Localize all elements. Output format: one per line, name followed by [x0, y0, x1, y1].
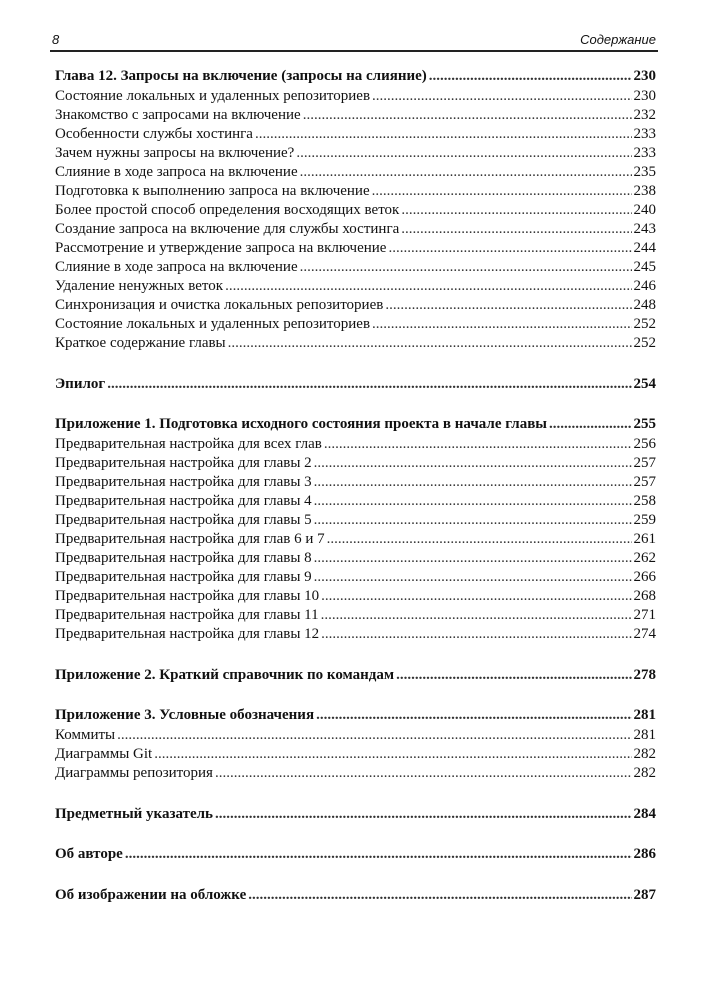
toc-heading-entry[interactable]	[55, 374, 656, 394]
dot-leader	[303, 106, 632, 125]
toc-page-number: 261	[633, 531, 656, 547]
toc-heading-title: Приложение 3. Условные обозначения	[55, 707, 315, 723]
dot-leader	[314, 454, 632, 473]
toc-heading-title: Эпилог	[55, 375, 106, 392]
toc-section	[55, 665, 656, 685]
toc-heading-entry[interactable]	[55, 804, 656, 824]
running-header	[50, 30, 658, 52]
toc-section	[55, 374, 656, 394]
dot-leader	[107, 374, 631, 394]
dot-leader	[321, 606, 632, 625]
toc-section	[55, 885, 656, 905]
toc-entry[interactable]	[55, 606, 656, 625]
dot-leader	[316, 705, 631, 725]
toc-entry-title: Слияние в ходе запроса на включение	[55, 259, 298, 275]
toc-page-number: 262	[633, 550, 656, 566]
toc-entry-title: Предварительная настройка для главы 3	[55, 474, 312, 490]
dot-leader	[125, 844, 632, 864]
dot-leader	[154, 745, 631, 764]
toc-page-number: 230	[633, 68, 656, 84]
dot-leader	[314, 511, 632, 530]
dot-leader	[255, 125, 632, 144]
toc-entry[interactable]	[55, 258, 656, 277]
toc-entry[interactable]	[55, 220, 656, 239]
toc-entry[interactable]	[55, 454, 656, 473]
toc-entry-title: Синхронизация и очистка локальных репозиториев	[55, 297, 384, 313]
toc-entry-title: Диаграммы репозитория	[55, 765, 213, 781]
toc-entry[interactable]	[55, 726, 656, 745]
toc-entry-title: Слияние в ходе запроса на включение	[55, 164, 298, 180]
toc-entry-title: Знакомство с запросами на включение	[55, 107, 301, 123]
toc-entry-title: Состояние локальных и удаленных репозиториев	[55, 88, 371, 104]
toc-heading-title: Приложение 1. Подготовка исходного состояния проекта в начале главы	[55, 416, 548, 432]
toc-entry-title: Зачем нужны запросы на включение?	[55, 145, 295, 161]
dot-leader	[296, 144, 631, 163]
toc-page-number: 274	[633, 626, 656, 642]
toc-section	[55, 414, 656, 644]
toc-page-number: 259	[633, 512, 656, 528]
dot-leader	[225, 277, 631, 296]
toc-entry-title: Краткое содержание главы	[55, 335, 226, 351]
dot-leader	[314, 473, 632, 492]
toc-page-number: 257	[633, 474, 656, 490]
table-of-contents	[55, 66, 656, 906]
toc-entry-title: Диаграммы Git	[55, 746, 153, 762]
toc-page-number: 246	[633, 278, 656, 294]
toc-page-number: 235	[633, 164, 656, 180]
dot-leader	[429, 66, 632, 86]
toc-entry-title: Более простой способ определения восходящих веток	[55, 202, 400, 218]
dot-leader	[215, 804, 632, 824]
toc-page-number: 240	[633, 202, 656, 218]
dot-leader	[321, 587, 631, 606]
toc-heading-title: Приложение 2. Краткий справочник по командам	[55, 666, 395, 683]
toc-page-number: 282	[633, 765, 656, 781]
toc-entry[interactable]	[55, 435, 656, 454]
toc-entry-title: Коммиты	[55, 727, 116, 743]
toc-section	[55, 66, 656, 353]
toc-page-number: 287	[633, 886, 656, 903]
toc-heading-entry[interactable]	[55, 414, 656, 434]
toc-entry-title: Предварительная настройка для главы 4	[55, 493, 312, 509]
toc-entry[interactable]	[55, 511, 656, 530]
dot-leader	[228, 334, 632, 353]
toc-section	[55, 705, 656, 783]
toc-page-number: 238	[633, 183, 656, 199]
toc-entry[interactable]	[55, 473, 656, 492]
toc-entry[interactable]	[55, 587, 656, 606]
toc-entry[interactable]	[55, 125, 656, 144]
toc-entry[interactable]	[55, 745, 656, 764]
toc-entry-title: Удаление ненужных веток	[55, 278, 224, 294]
toc-entry[interactable]	[55, 239, 656, 258]
dot-leader	[327, 530, 632, 549]
dot-leader	[372, 182, 632, 201]
toc-entry[interactable]	[55, 106, 656, 125]
page-number: 8	[52, 32, 60, 47]
toc-page-number: 281	[633, 727, 656, 743]
toc-heading-entry[interactable]	[55, 665, 656, 685]
toc-entry[interactable]	[55, 315, 656, 334]
toc-section	[55, 804, 656, 824]
running-title: Содержание	[580, 32, 656, 47]
toc-page-number: 243	[633, 221, 656, 237]
toc-entry[interactable]	[55, 568, 656, 587]
toc-entry-title: Состояние локальных и удаленных репозиториев	[55, 316, 371, 332]
toc-page-number: 244	[633, 240, 656, 256]
toc-heading-entry[interactable]	[55, 844, 656, 864]
dot-leader	[372, 87, 631, 106]
toc-page-number: 281	[633, 707, 656, 723]
dot-leader	[549, 414, 631, 434]
toc-entry[interactable]	[55, 530, 656, 549]
dot-leader	[321, 625, 631, 644]
toc-entry[interactable]	[55, 296, 656, 315]
toc-entry-title: Подготовка к выполнению запроса на включение	[55, 183, 370, 199]
toc-entry-title: Предварительная настройка для всех глав	[55, 436, 322, 452]
toc-page-number: 284	[633, 805, 656, 822]
dot-leader	[401, 201, 631, 220]
dot-leader	[117, 726, 631, 745]
toc-entry[interactable]	[55, 87, 656, 106]
toc-entry[interactable]	[55, 334, 656, 353]
toc-entry-title: Предварительная настройка для главы 10	[55, 588, 320, 604]
dot-leader	[300, 163, 632, 182]
dot-leader	[314, 549, 632, 568]
toc-heading-entry[interactable]	[55, 705, 656, 725]
toc-page-number: 282	[633, 746, 656, 762]
dot-leader	[248, 885, 631, 905]
toc-page-number: 255	[633, 416, 656, 432]
toc-page-number: 258	[633, 493, 656, 509]
toc-page-number: 257	[633, 455, 656, 471]
toc-entry[interactable]	[55, 163, 656, 182]
toc-page-number: 252	[633, 335, 656, 351]
dot-leader	[385, 296, 631, 315]
toc-page-number: 248	[633, 297, 656, 313]
toc-page-number: 254	[633, 375, 656, 392]
toc-heading-entry[interactable]	[55, 66, 656, 86]
toc-entry[interactable]	[55, 277, 656, 296]
toc-entry-title: Предварительная настройка для главы 11	[55, 607, 319, 623]
toc-page-number: 230	[633, 88, 656, 104]
toc-entry[interactable]	[55, 492, 656, 511]
toc-entry-title: Предварительная настройка для главы 12	[55, 626, 320, 642]
toc-entry-title: Предварительная настройка для глав 6 и 7	[55, 531, 325, 547]
toc-entry[interactable]	[55, 201, 656, 220]
toc-page-number: 252	[633, 316, 656, 332]
toc-entry[interactable]	[55, 182, 656, 201]
toc-entry-title: Особенности службы хостинга	[55, 126, 253, 142]
toc-entry-title: Предварительная настройка для главы 5	[55, 512, 312, 528]
toc-heading-entry[interactable]	[55, 885, 656, 905]
toc-section	[55, 844, 656, 864]
toc-page-number: 232	[633, 107, 656, 123]
toc-heading-title: Об изображении на обложке	[55, 886, 247, 903]
toc-page-number: 286	[633, 846, 656, 862]
toc-entry-title: Создание запроса на включение для службы хостинга	[55, 221, 400, 237]
dot-leader	[314, 568, 632, 587]
dot-leader	[324, 435, 632, 454]
dot-leader	[388, 239, 631, 258]
toc-entry-title: Предварительная настройка для главы 8	[55, 550, 312, 566]
toc-page-number: 245	[633, 259, 656, 275]
toc-entry[interactable]	[55, 144, 656, 163]
toc-entry[interactable]	[55, 764, 656, 783]
dot-leader	[372, 315, 631, 334]
toc-entry-title: Предварительная настройка для главы 2	[55, 455, 312, 471]
toc-page-number: 266	[633, 569, 656, 585]
dot-leader	[300, 258, 632, 277]
toc-page-number: 233	[633, 126, 656, 142]
toc-heading-title: Предметный указатель	[55, 805, 213, 822]
toc-entry[interactable]	[55, 625, 656, 644]
toc-page-number: 268	[633, 588, 656, 604]
toc-page-number: 233	[633, 145, 656, 161]
dot-leader	[396, 665, 631, 685]
toc-page-number: 271	[633, 607, 656, 623]
toc-entry-title: Рассмотрение и утверждение запроса на включение	[55, 240, 387, 256]
toc-page-number: 256	[633, 436, 656, 452]
toc-entry[interactable]	[55, 549, 656, 568]
toc-heading-title: Глава 12. Запросы на включение (запросы на слияние)	[55, 68, 427, 84]
dot-leader	[314, 492, 632, 511]
toc-entry-title: Предварительная настройка для главы 9	[55, 569, 312, 585]
toc-heading-title: Об авторе	[55, 846, 123, 862]
dot-leader	[215, 764, 632, 783]
dot-leader	[401, 220, 631, 239]
toc-page-number: 278	[633, 666, 656, 683]
